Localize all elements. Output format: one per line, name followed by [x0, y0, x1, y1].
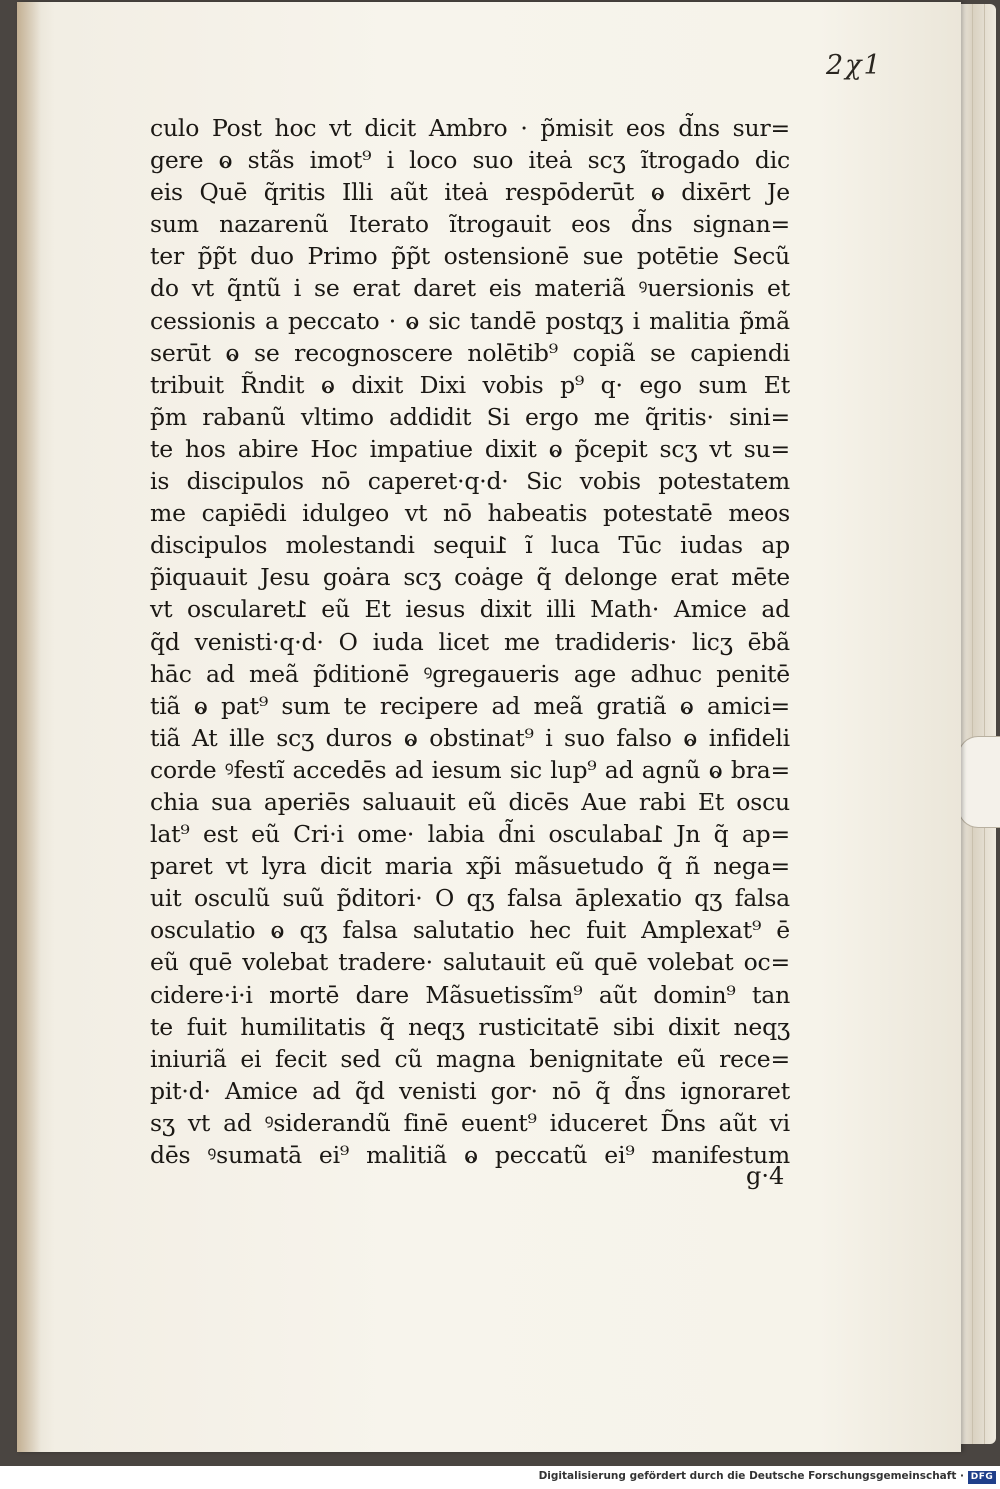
text-line: iniuriã ei fecit sed cũ magna benignitate eũ rece=: [150, 1044, 790, 1073]
text-line: gere ⱺ stãs imot⁹ i loco suo iteȧ scʒ ĩtrogado dic: [150, 146, 790, 175]
text-line: dēs ꝰsumatā ei⁹ malitiã ⱺ peccatũ ei⁹ manifestum: [150, 1141, 790, 1169]
text-line: p̃iquauit Jesu goȧra scʒ coȧge q̃ delonge erat mēte: [150, 563, 790, 592]
text-line: serūt ⱺ se recognoscere nolētib⁹ copiã se capiendi: [150, 338, 790, 367]
text-line: tiã At ille scʒ duros ⱺ obstinat⁹ i suo falso ⱺ infideli: [150, 723, 790, 752]
text-line: pit·d· Amice ad q̃d venisti gor· nō q̃ d̃ns ignoraret: [150, 1076, 790, 1105]
text-line: culo Post hoc vt dicit Ambro · p̃misit eos d̃ns sur=: [150, 114, 790, 142]
text-line: p̃m rabanũ vltimo addidit Si ergo me q̃ritis· sini=: [150, 402, 790, 431]
text-line: corde ꝰfestĩ accedēs ad iesum sic lup⁹ ad agnũ ⱺ bra=: [150, 755, 790, 784]
text-line: discipulos molestandi sequiꛬ ĩ luca Tūc iudas ap: [150, 531, 790, 560]
signature-mark: g·4: [746, 1162, 785, 1190]
folio-number: 2χ1: [826, 50, 883, 81]
text-line: hāc ad meã p̃ditionē ꝰgregaueris age adhuc penitē: [150, 659, 790, 688]
text-line: me capiēdi idulgeo vt nō habeatis potestatē meos: [150, 499, 790, 528]
text-line: q̃d venisti·q·d· O iuda licet me tradideris· licʒ ēbã: [150, 627, 790, 656]
text-line: is discipulos nō caperet·q·d· Sic vobis potestatem: [150, 467, 790, 496]
text-line: te fuit humilitatis q̃ neqʒ rusticitatē sibi dixit neqʒ: [150, 1012, 790, 1041]
gutter-shadow: [17, 2, 41, 1452]
text-line: cessionis a peccato · ⱺ sic tandē postqʒ i malitia p̃mã: [150, 306, 790, 335]
text-line: chia sua aperiēs saluauit eũ dicēs Aue rabi Et oscu: [150, 787, 790, 816]
text-line: cidere·i·i mortē dare Mãsuetissĩm⁹ aũt domin⁹ tan: [150, 980, 790, 1009]
text-line: paret vt lyra dicit maria xp̃i mãsuetudo q̃ ñ nega=: [150, 852, 790, 881]
text-line: eũ quē volebat tradere· salutauit eũ quē volebat oc=: [150, 948, 790, 977]
text-line: tiã ⱺ pat⁹ sum te recipere ad meã gratiã ⱺ amici=: [150, 691, 790, 720]
text-line: osculatio ⱺ qʒ falsa salutatio hec fuit Amplexat⁹ ē: [150, 916, 790, 945]
text-line: eis Quē q̃ritis Illi aũt iteȧ respōderūt ⱺ dixērt Je: [150, 178, 790, 207]
text-line: ter p̃p̃t duo Primo p̃p̃t ostensionē sue potētie Secũ: [150, 242, 790, 271]
text-line: uit osculũ suũ p̃ditori· O qʒ falsa āplexatio qʒ falsa: [150, 884, 790, 913]
text-line: vt oscularetꛬ eũ Et iesus dixit illi Math· Amice ad: [150, 595, 790, 624]
page-clip-tab: [958, 736, 1000, 828]
funding-credit: Digitalisierung gefördert durch die Deutsche Forschungsgemeinschaft ·: [538, 1470, 964, 1482]
text-line: lat⁹ est eũ Cri·i ome· labia d̃ni osculabaꛬ Jn q̃ ap=: [150, 820, 790, 849]
text-line: do vt q̃ntũ i se erat daret eis materiã ꝰuersionis et: [150, 274, 790, 303]
text-line: sʒ vt ad ꝰsiderandũ finē euent⁹ iduceret D̃ns aũt vi: [150, 1108, 790, 1137]
text-line: tribuit R̃ndit ⱺ dixit Dixi vobis p⁹ q· ego sum Et: [150, 370, 790, 399]
text-line: te hos abire Hoc impatiue dixit ⱺ p̃cepit scʒ vt su=: [150, 434, 790, 463]
text-block: [150, 112, 790, 1171]
text-line: sum nazarenũ Iterato ĩtrogauit eos d̃ns signan=: [150, 210, 790, 239]
dfg-logo: DFG: [968, 1471, 996, 1484]
